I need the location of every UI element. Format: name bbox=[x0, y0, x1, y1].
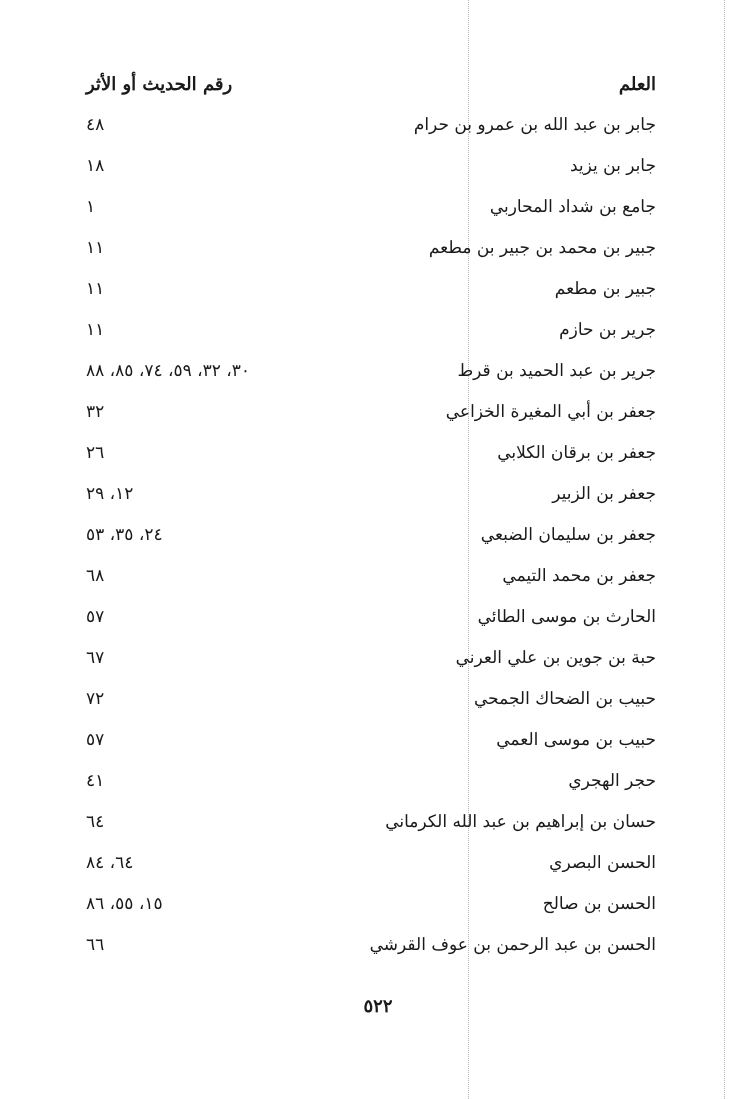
hadith-numbers: ١٥، ٥٥، ٨٦ bbox=[86, 893, 163, 914]
list-item bbox=[86, 350, 656, 391]
list-item bbox=[86, 555, 656, 596]
narrator-name: حبيب بن موسى العمي bbox=[496, 729, 656, 750]
list-item bbox=[86, 473, 656, 514]
hadith-numbers: ١ bbox=[86, 196, 96, 217]
hadith-numbers: ١١ bbox=[86, 278, 105, 299]
page-number: ٥٢٢ bbox=[363, 996, 393, 1017]
hadith-numbers: ٥٧ bbox=[86, 729, 105, 750]
narrator-name: حسان بن إبراهيم بن عبد الله الكرماني bbox=[385, 811, 656, 832]
hadith-numbers: ٧٢ bbox=[86, 688, 105, 709]
narrator-name: جعفر بن الزبير bbox=[552, 483, 656, 504]
hadith-numbers: ٦٤، ٨٤ bbox=[86, 852, 134, 873]
narrator-name: جابر بن يزيد bbox=[569, 155, 656, 176]
list-item bbox=[86, 637, 656, 678]
hadith-numbers: ١٨ bbox=[86, 155, 105, 176]
narrator-name: جعفر بن سليمان الضبعي bbox=[480, 524, 656, 545]
hadith-numbers: ٤٨ bbox=[86, 114, 105, 135]
narrator-name: جابر بن عبد الله بن عمرو بن حرام bbox=[413, 114, 656, 135]
hadith-numbers: ٦٧ bbox=[86, 647, 105, 668]
hadith-numbers: ١١ bbox=[86, 319, 105, 340]
hadith-numbers: ٦٦ bbox=[86, 934, 105, 955]
narrator-name: جعفر بن محمد التيمي bbox=[502, 565, 656, 586]
hadith-numbers: ١١ bbox=[86, 237, 105, 258]
narrator-name: جرير بن عبد الحميد بن قرط bbox=[457, 360, 656, 381]
hadith-numbers: ٦٤ bbox=[86, 811, 105, 832]
narrator-name: الحارث بن موسى الطائي bbox=[477, 606, 656, 627]
scan-guide-line bbox=[724, 0, 725, 1099]
hadith-numbers: ٣٠، ٣٢، ٥٩، ٧٤، ٨٥، ٨٨ bbox=[86, 360, 251, 381]
list-item bbox=[86, 678, 656, 719]
hadith-numbers: ١٢، ٢٩ bbox=[86, 483, 134, 504]
name-column-header: العلم bbox=[618, 73, 656, 95]
narrator-name: جرير بن حازم bbox=[559, 319, 656, 340]
list-item bbox=[86, 760, 656, 801]
narrator-name: جعفر بن أبي المغيرة الخزاعي bbox=[445, 401, 656, 422]
narrator-name: حبة بن جوين بن علي العرني bbox=[455, 647, 656, 668]
narrator-name: جبير بن محمد بن جبير بن مطعم bbox=[428, 237, 656, 258]
list-item bbox=[86, 391, 656, 432]
narrator-name: الحسن بن عبد الرحمن بن عوف القرشي bbox=[369, 934, 656, 955]
list-item bbox=[86, 432, 656, 473]
narrator-name: جعفر بن برقان الكلابي bbox=[497, 442, 656, 463]
table-header bbox=[86, 64, 656, 104]
hadith-numbers: ٦٨ bbox=[86, 565, 105, 586]
list-item bbox=[86, 842, 656, 883]
narrator-name: جبير بن مطعم bbox=[554, 278, 656, 299]
narrator-name: جامع بن شداد المحاربي bbox=[489, 196, 656, 217]
narrator-name: الحسن بن صالح bbox=[542, 893, 656, 914]
list-item bbox=[86, 309, 656, 350]
entry-list bbox=[86, 104, 656, 965]
list-item bbox=[86, 801, 656, 842]
index-page bbox=[86, 64, 656, 965]
list-item bbox=[86, 719, 656, 760]
list-item bbox=[86, 883, 656, 924]
hadith-numbers: ٢٤، ٣٥، ٥٣ bbox=[86, 524, 163, 545]
list-item bbox=[86, 514, 656, 555]
list-item bbox=[86, 104, 656, 145]
reference-column-header: رقم الحديث أو الأثر bbox=[86, 73, 233, 95]
narrator-name: الحسن البصري bbox=[549, 852, 656, 873]
list-item bbox=[86, 145, 656, 186]
list-item bbox=[86, 227, 656, 268]
list-item bbox=[86, 596, 656, 637]
list-item bbox=[86, 268, 656, 309]
narrator-name: حجر الهجري bbox=[568, 770, 656, 791]
hadith-numbers: ٤١ bbox=[86, 770, 105, 791]
hadith-numbers: ٢٦ bbox=[86, 442, 105, 463]
hadith-numbers: ٥٧ bbox=[86, 606, 105, 627]
list-item bbox=[86, 924, 656, 965]
hadith-numbers: ٣٢ bbox=[86, 401, 105, 422]
narrator-name: حبيب بن الضحاك الجمحي bbox=[473, 688, 656, 709]
list-item bbox=[86, 186, 656, 227]
